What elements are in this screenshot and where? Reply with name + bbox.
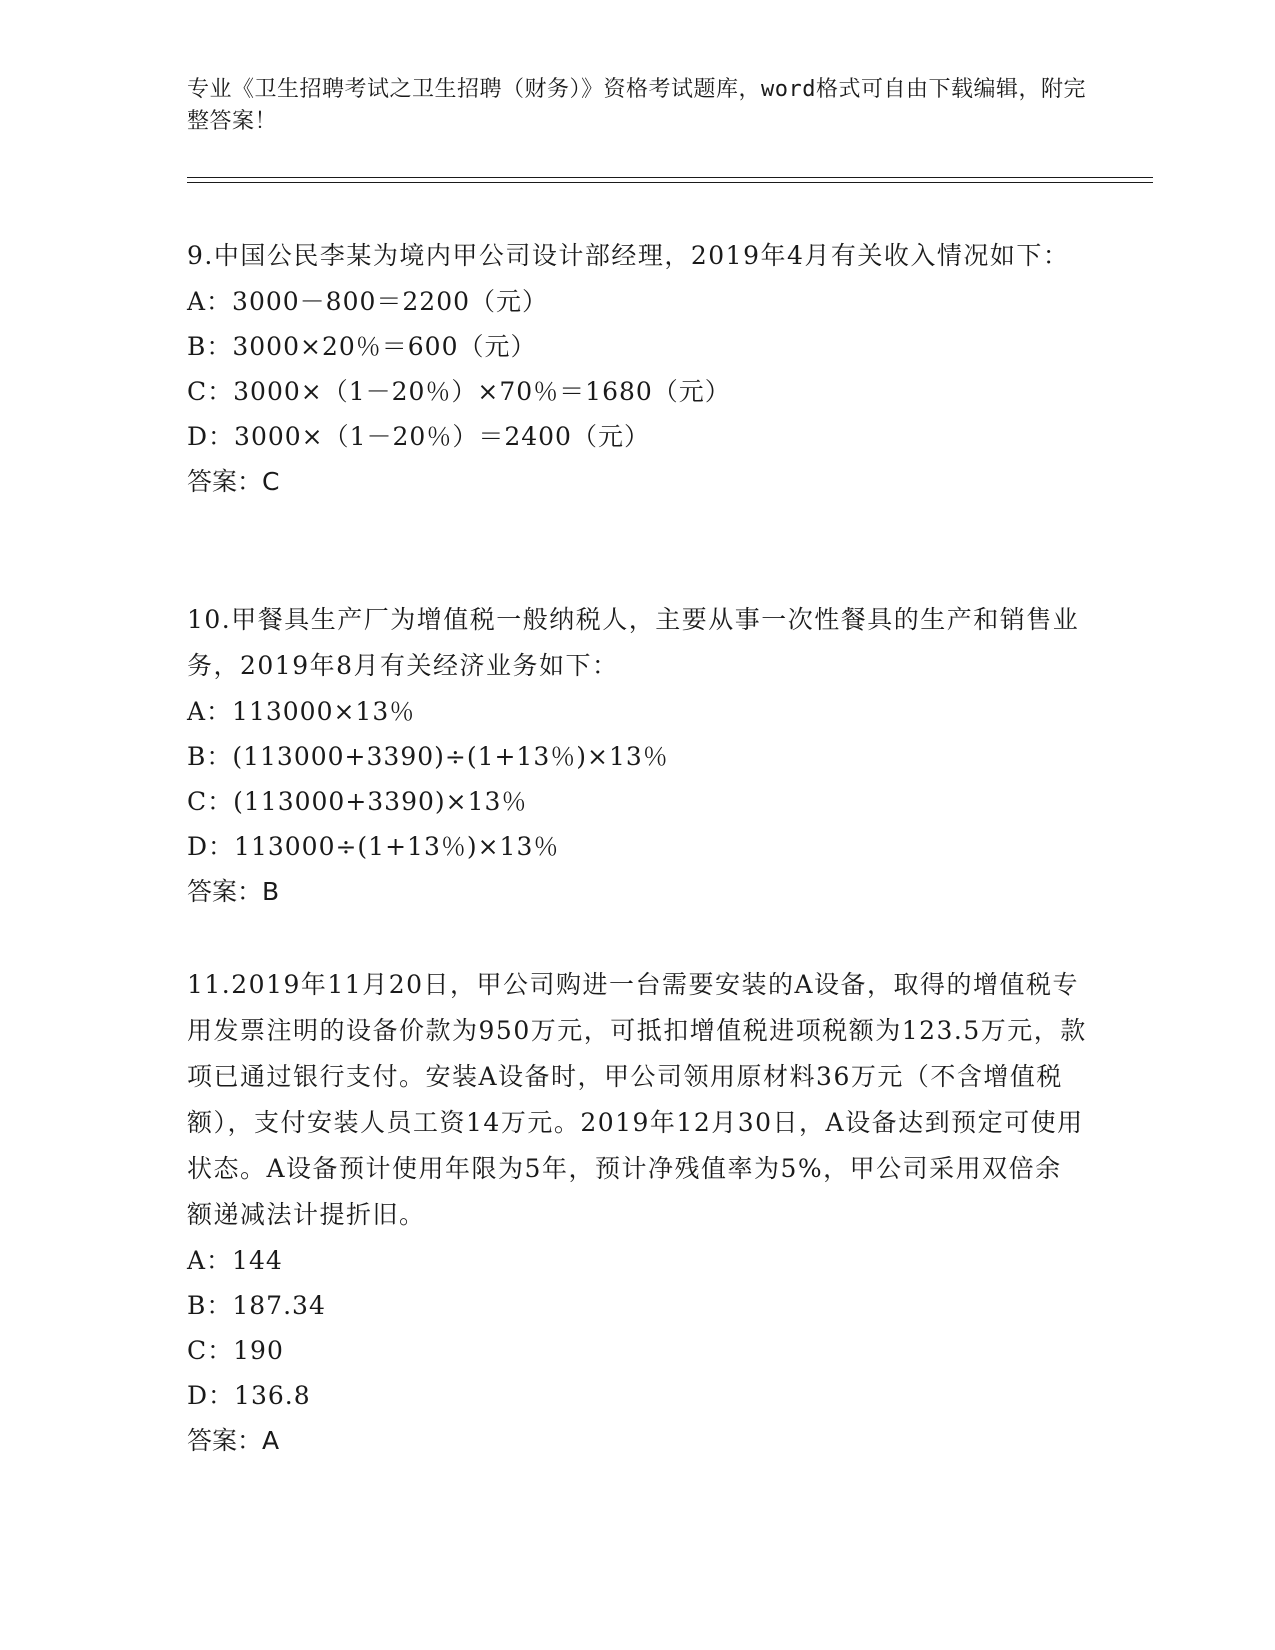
option-a: A：113000×13％ [187,697,416,726]
answer: 答案：B [187,877,280,906]
question-text: 9.中国公民李某为境内甲公司设计部经理，2019年4月有关收入情况如下： [187,241,1070,270]
question-10 [187,597,1087,915]
option-c: C：(113000+3390)×13％ [187,787,528,816]
question-11 [187,962,1087,1464]
question-text: 11.2019年11月20日，甲公司购进一台需要安装的A设备，取得的增值税专用发票注明的设备价款为950万元，可抵扣增值税进项税额为123.5万元，款项已通过银行支付。安装A设备时，甲公司领用原材料36万元（不含增值税额），支付安装人员工资14万元。2019年12月30日，A设备达到预定可使用状态。A设备预计使用年限为5年，预计净残值率为5%，甲公司采用双倍余额递减法计提折旧。 [187,970,1087,1229]
option-a: A：3000－800＝2200（元） [187,287,549,316]
question-text: 10.甲餐具生产厂为增值税一般纳税人，主要从事一次性餐具的生产和销售业务，2019年8月有关经济业务如下： [187,605,1080,680]
option-c: C：190 [187,1336,284,1365]
document-header: 专业《卫生招聘考试之卫生招聘（财务）》资格考试题库，word格式可自由下载编辑，附完整答案！ [187,77,1086,134]
option-d: D：3000×（1－20％）＝2400（元） [187,422,650,451]
option-b: B：(113000+3390)÷(1+13％)×13％ [187,742,669,771]
header-divider-top [187,177,1153,178]
header-divider-bottom [187,182,1153,183]
answer: 答案：A [187,1426,280,1455]
option-b: B：3000×20％＝600（元） [187,332,537,361]
option-d: D：113000÷(1+13％)×13％ [187,832,560,861]
question-9 [187,233,1087,505]
answer: 答案：C [187,467,280,496]
option-a: A：144 [187,1246,283,1275]
option-b: B：187.34 [187,1291,326,1320]
option-d: D：136.8 [187,1381,311,1410]
option-c: C：3000×（1－20％）×70％＝1680（元） [187,377,731,406]
